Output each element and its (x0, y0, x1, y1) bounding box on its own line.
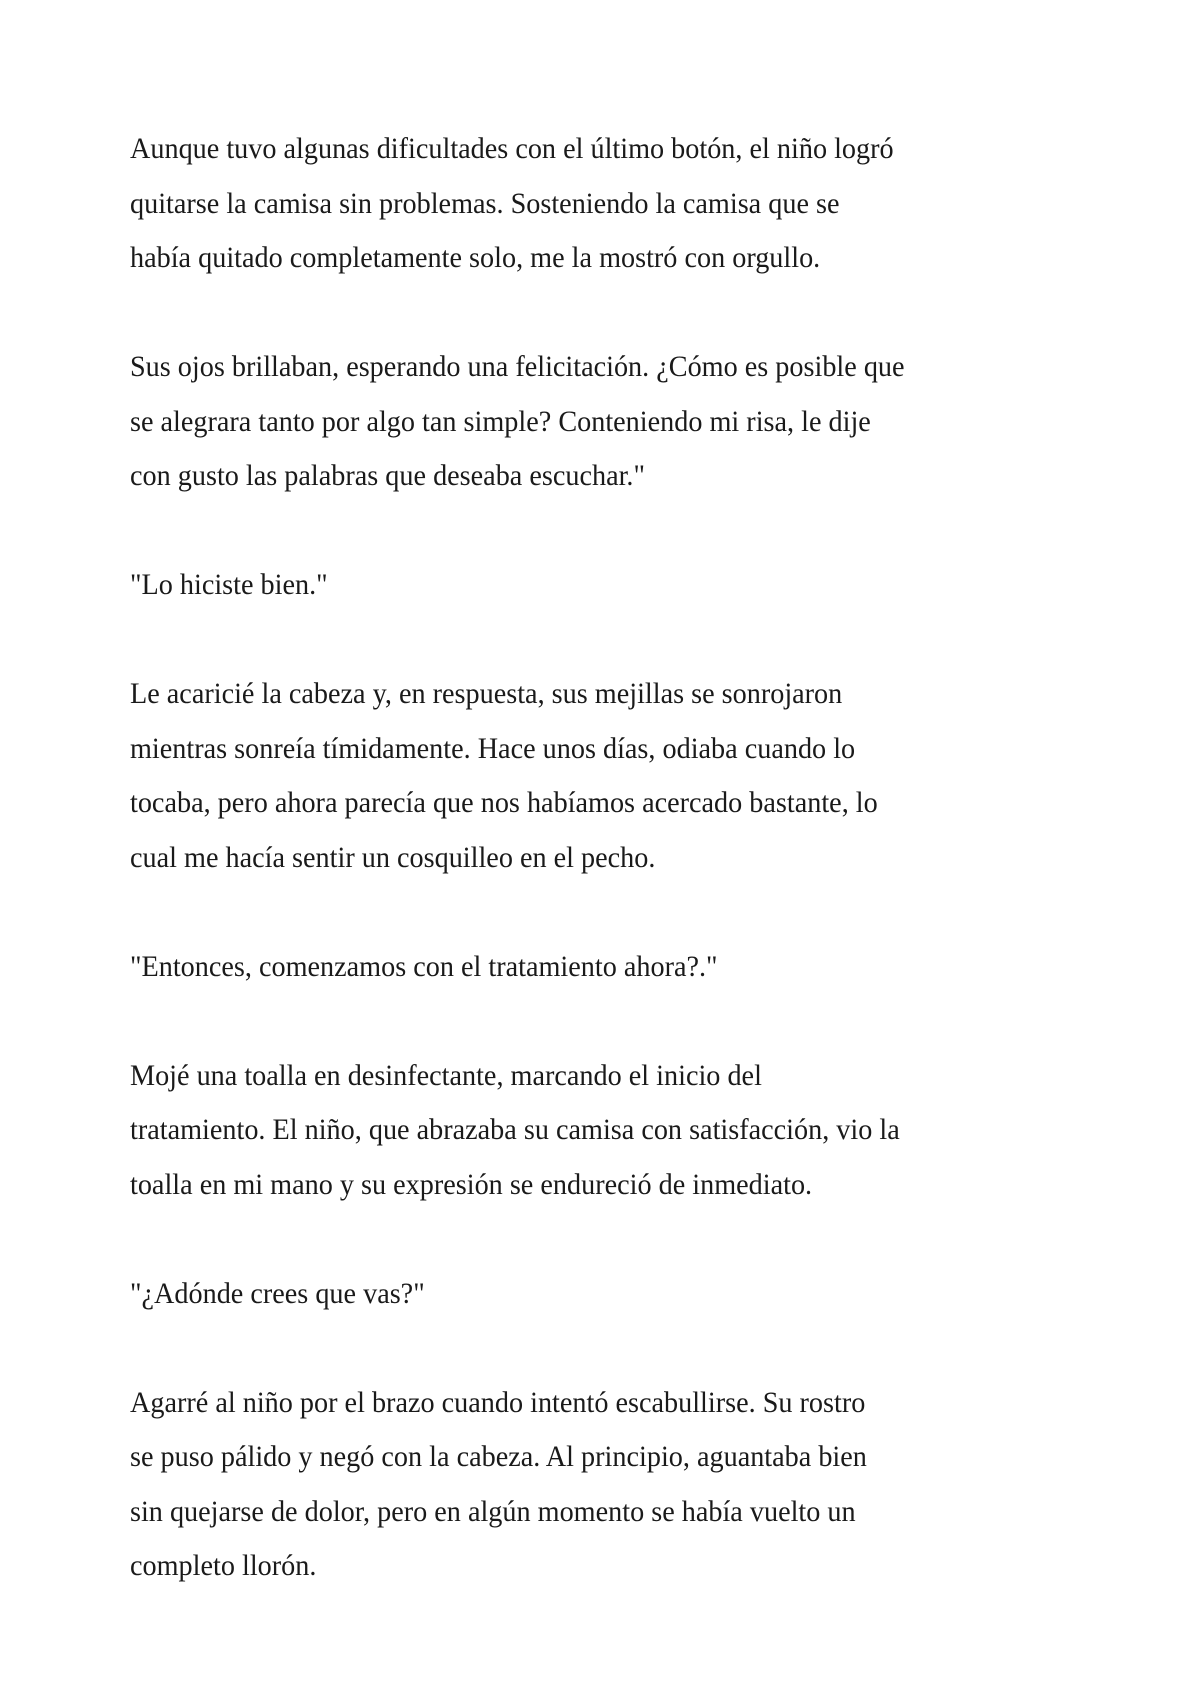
paragraph (130, 122, 1130, 286)
text-line: mientras sonreía tímidamente. Hace unos días, odiaba cuando lo (130, 731, 856, 765)
paragraph (130, 340, 1130, 504)
paragraph (130, 1376, 1130, 1594)
text-line: Aunque tuvo algunas dificultades con el último botón, el niño logró (130, 132, 894, 165)
text-line: se puso pálido y negó con la cabeza. Al principio, aguantaba bien (130, 1440, 867, 1473)
text-line: se alegrara tanto por algo tan simple? Conteniendo mi risa, le dije (130, 404, 871, 438)
text-line: "Lo hiciste bien." (130, 568, 328, 601)
document-page (130, 122, 1130, 1648)
text-line: Le acaricié la cabeza y, en respuesta, sus mejillas se sonrojaron (130, 677, 843, 710)
paragraph (130, 940, 1130, 995)
text-line: Mojé una toalla en desinfectante, marcando el inicio del (130, 1058, 762, 1092)
paragraph (130, 558, 1130, 613)
text-line: "¿Adónde crees que vas?" (130, 1276, 425, 1310)
text-line: Sus ojos brillaban, esperando una felicitación. ¿Cómo es posible que (130, 350, 905, 383)
paragraph (130, 1267, 1130, 1322)
text-line: había quitado completamente solo, me la mostró con orgullo. (130, 241, 821, 274)
text-line: toalla en mi mano y su expresión se endureció de inmediato. (130, 1167, 813, 1201)
text-line: Agarré al niño por el brazo cuando intentó escabullirse. Su rostro (130, 1385, 866, 1419)
text-line: tocaba, pero ahora parecía que nos habíamos acercado bastante, lo (130, 786, 878, 819)
text-line: "Entonces, comenzamos con el tratamiento ahora?." (130, 949, 718, 983)
paragraph (130, 1049, 1130, 1213)
text-line: cual me hacía sentir un cosquilleo en el pecho. (130, 840, 656, 874)
paragraph (130, 667, 1130, 885)
text-line: tratamiento. El niño, que abrazaba su camisa con satisfacción, vio la (130, 1113, 900, 1146)
text-line: sin quejarse de dolor, pero en algún momento se había vuelto un (130, 1494, 856, 1528)
text-line: quitarse la camisa sin problemas. Sosteniendo la camisa que se (130, 186, 840, 220)
text-line: completo llorón. (130, 1549, 317, 1582)
text-line: con gusto las palabras que deseaba escuchar." (130, 459, 646, 492)
